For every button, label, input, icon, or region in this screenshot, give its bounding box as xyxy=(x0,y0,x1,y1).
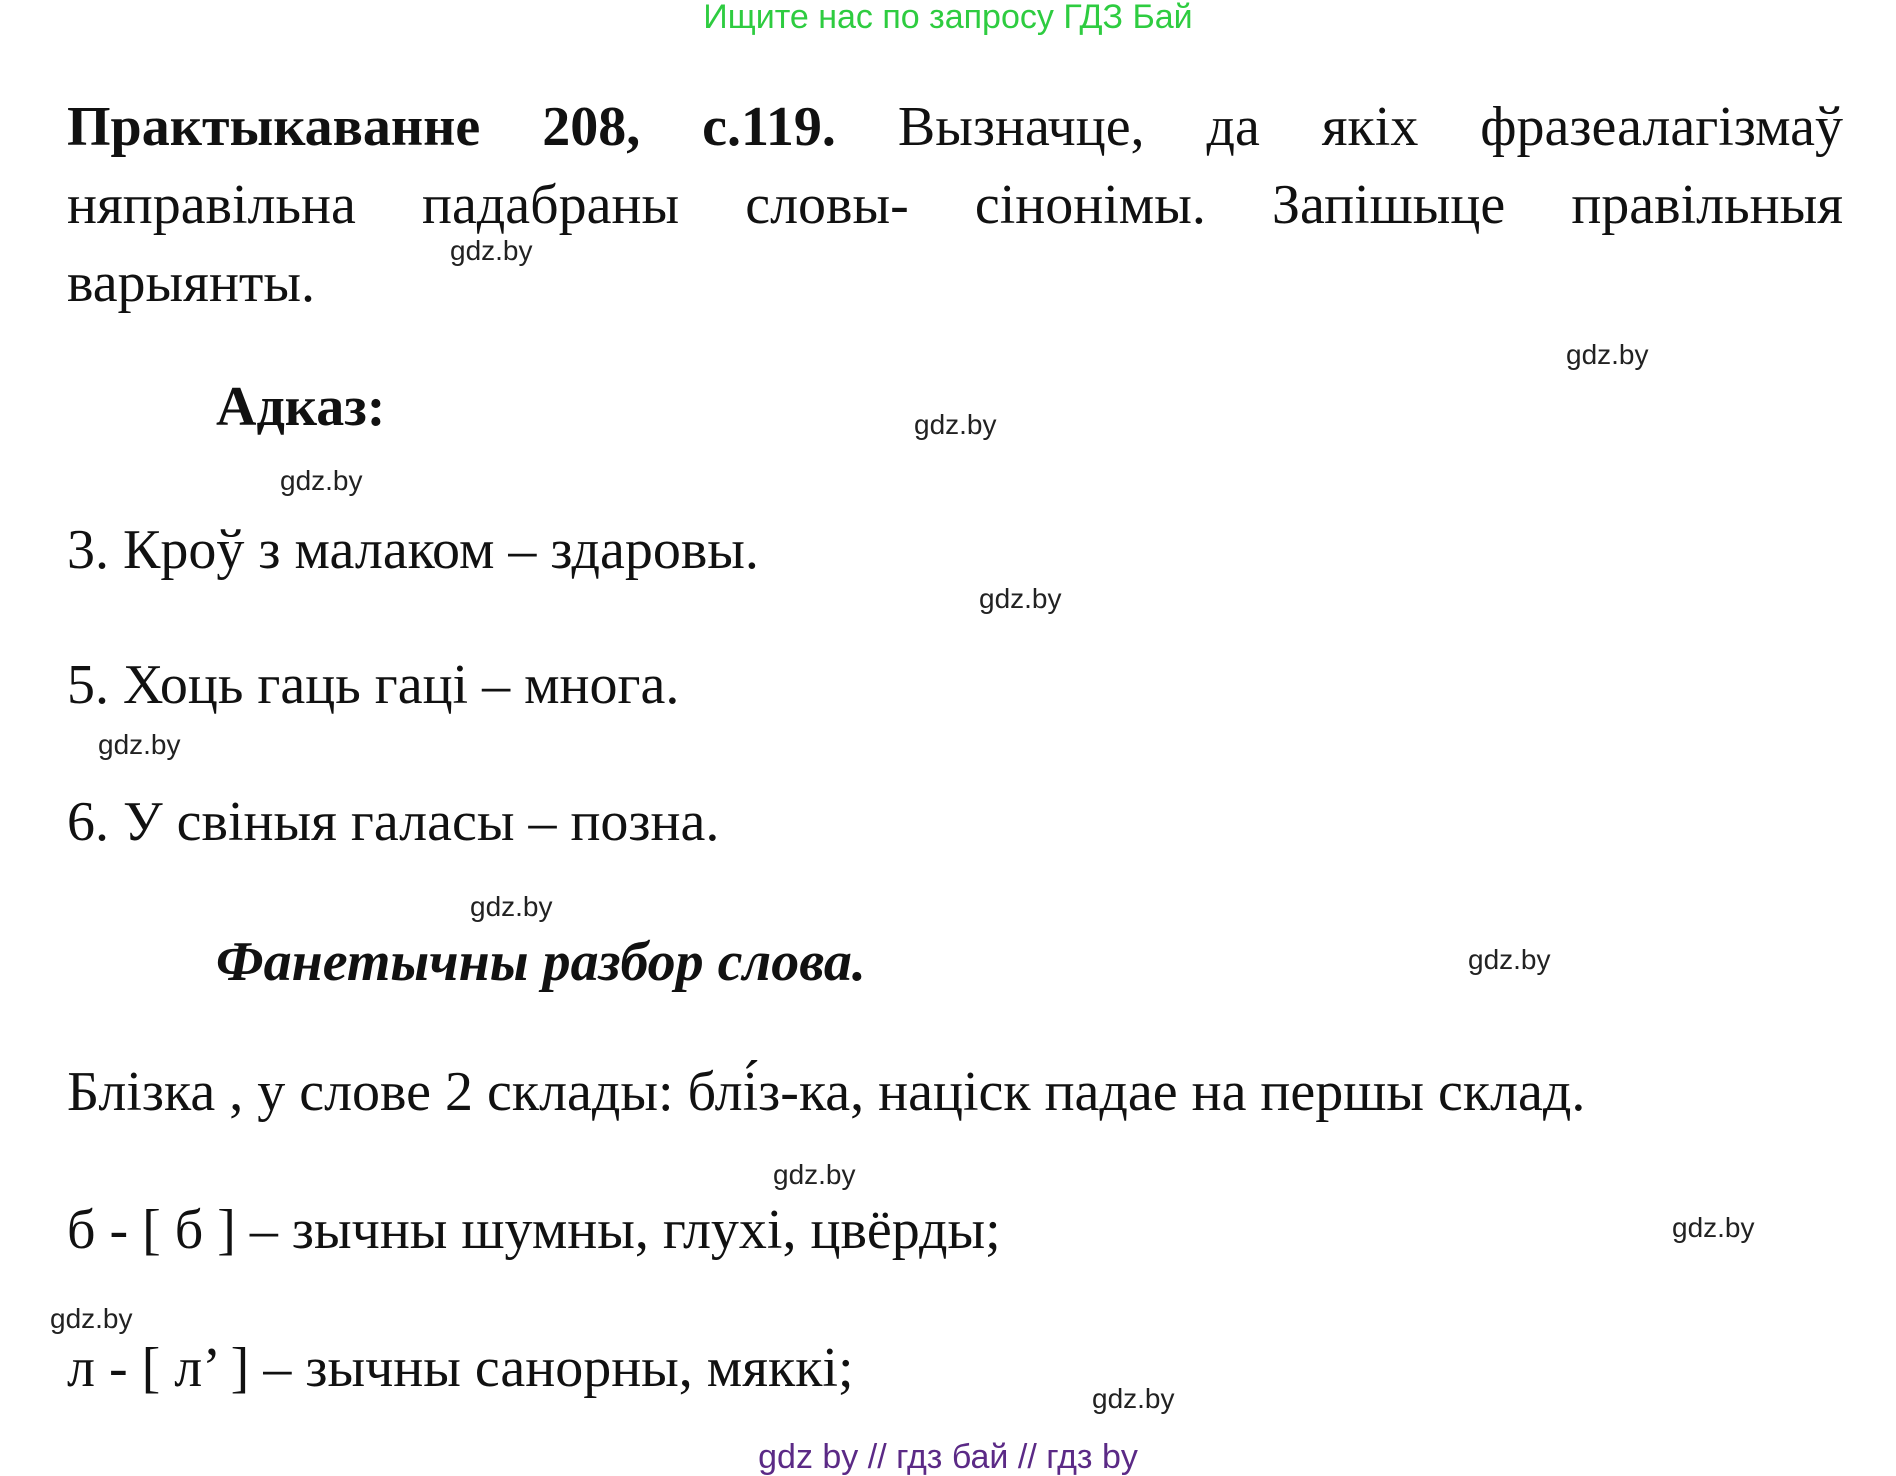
task-statement xyxy=(67,88,1843,322)
top-banner: Ищите нас по запросу ГДЗ Бай xyxy=(703,0,1193,36)
analysis-intro: Блізка , у слове 2 склады: блі́з-ка, націск падае на першы склад. xyxy=(67,1061,1586,1123)
watermark: gdz.by xyxy=(1092,1383,1175,1414)
answer-heading: Адказ: xyxy=(216,376,386,438)
answer-line-1: 3. Кроў з малаком – здаровы. xyxy=(67,519,759,581)
answer-line-3: 6. У свіныя галасы – позна. xyxy=(67,791,720,853)
watermark: gdz.by xyxy=(280,465,363,496)
analysis-line-l: л - [ л’ ] – зычны санорны, мяккі; xyxy=(67,1337,854,1399)
watermark: gdz.by xyxy=(1672,1212,1755,1243)
task-label: Практыкаванне 208, с.119. xyxy=(67,96,836,158)
analysis-line-b: б - [ б ] – зычны шумны, глухі, цвёрды; xyxy=(67,1199,1001,1261)
watermark: gdz.by xyxy=(50,1303,133,1334)
watermark: gdz.by xyxy=(914,409,997,440)
watermark: gdz.by xyxy=(98,729,181,760)
task-text: Вызначце, да якіх фразеалагізмаў няправільна падабраны словы- сінонімы. Запішыце правільныя варыянты. xyxy=(67,96,1843,314)
watermark: gdz.by xyxy=(1468,944,1551,975)
footer-links: gdz by // гдз бай // гдз by xyxy=(758,1438,1138,1476)
answer-line-2: 5. Хоць гаць гаці – многа. xyxy=(67,654,680,716)
watermark: gdz.by xyxy=(773,1159,856,1190)
watermark: gdz.by xyxy=(470,891,553,922)
phonetic-heading: Фанетычны разбор слова. xyxy=(216,931,866,993)
watermark: gdz.by xyxy=(1566,339,1649,370)
watermark: gdz.by xyxy=(979,583,1062,614)
watermark: gdz.by xyxy=(450,235,533,266)
